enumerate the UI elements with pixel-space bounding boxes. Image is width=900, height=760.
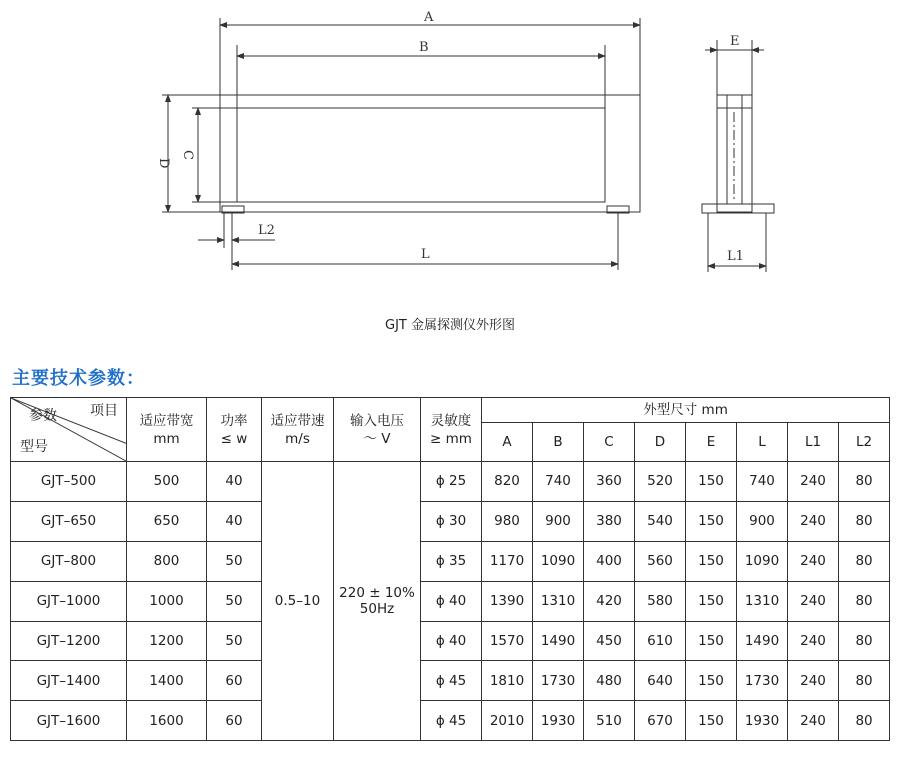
dimension-cell-l1: 240 [788,581,839,621]
header-dim-d: D [635,423,686,462]
dimension-cell-e: 150 [686,581,737,621]
dimension-cell-l: 1090 [737,541,788,581]
frequency-value: 50Hz [359,601,395,618]
dimension-cell-a: 1390 [482,581,533,621]
table-row [11,462,890,502]
sensitivity-cell: ϕ 40 [421,621,482,661]
belt-width-cell: 1400 [127,661,207,701]
table-row [11,501,890,541]
sensitivity-cell: ϕ 40 [421,581,482,621]
dimension-cell-l1: 240 [788,661,839,701]
spec-table [10,397,890,741]
dimension-cell-a: 1170 [482,541,533,581]
header-power [207,398,262,462]
header-sensitivity [421,398,482,462]
header-dim-a: A [482,423,533,462]
header-belt-width [127,398,207,462]
front-inner-window [237,108,605,202]
belt-width-cell: 1600 [127,701,207,741]
dim-label-l1: L1 [727,249,744,264]
power-cell: 50 [207,541,262,581]
header-input-voltage-label: 输入电压 [350,412,404,429]
table-row [11,621,890,661]
dimension-cell-e: 150 [686,462,737,502]
header-belt-width-unit: mm [153,430,180,447]
header-dim-b: B [533,423,584,462]
model-cell: GJT–1000 [11,581,127,621]
dimension-cell-a: 1570 [482,621,533,661]
table-row [11,701,890,741]
power-cell: 40 [207,501,262,541]
header-input-voltage-unit: ～ V [363,430,391,447]
header-dim-e: E [686,423,737,462]
dimension-cell-l: 900 [737,501,788,541]
dim-label-c: C [180,150,195,160]
dimension-cell-l: 1930 [737,701,788,741]
dimension-cell-l2: 80 [839,701,890,741]
dimension-cell-b: 740 [533,462,584,502]
dimension-cell-l1: 240 [788,701,839,741]
header-dim-l: L [737,423,788,462]
table-row [11,661,890,701]
belt-speed-cell: 0.5–10 [262,462,334,741]
belt-width-cell: 650 [127,501,207,541]
dimension-cell-d: 580 [635,581,686,621]
header-power-label: 功率 [220,412,248,429]
header-belt-speed-unit: m/s [285,430,310,447]
drawing-caption: GJT 金属探测仪外形图 [385,318,515,333]
table-row [11,581,890,621]
belt-width-cell: 500 [127,462,207,502]
corner-label-params: 参数 [29,408,57,424]
dimension-cell-b: 900 [533,501,584,541]
dimension-cell-b: 1310 [533,581,584,621]
dim-label-a: A [424,10,434,25]
header-sensitivity-unit: ≥ mm [430,430,472,447]
header-dim-l1: L1 [788,423,839,462]
sensitivity-cell: ϕ 45 [421,661,482,701]
dimension-cell-a: 2010 [482,701,533,741]
power-cell: 50 [207,621,262,661]
dimension-cell-l1: 240 [788,501,839,541]
dimension-cell-l: 1490 [737,621,788,661]
power-cell: 60 [207,661,262,701]
dimension-cell-l1: 240 [788,462,839,502]
header-power-unit: ≤ w [220,430,248,447]
section-title: 主要技术参数： [12,368,145,389]
header-input-voltage [334,398,421,462]
dim-label-e: E [730,34,740,49]
dimension-cell-e: 150 [686,701,737,741]
dimension-cell-l2: 80 [839,621,890,661]
voltage-cell [334,462,421,741]
model-cell: GJT–500 [11,462,127,502]
outline-drawing [0,0,900,300]
dimension-cell-l1: 240 [788,621,839,661]
header-dimensions-group: 外型尺寸 mm [482,398,890,423]
dim-label-b: B [419,40,429,55]
dimension-cell-a: 1810 [482,661,533,701]
dim-label-d: D [156,158,171,169]
dimension-cell-c: 360 [584,462,635,502]
model-cell: GJT–1600 [11,701,127,741]
dimension-cell-d: 560 [635,541,686,581]
dimension-cell-l1: 240 [788,541,839,581]
dimension-cell-e: 150 [686,661,737,701]
dimension-cell-c: 400 [584,541,635,581]
dimension-cell-c: 480 [584,661,635,701]
sensitivity-cell: ϕ 35 [421,541,482,581]
voltage-value: 220 ± 10% [339,585,415,602]
corner-label-model: 型号 [20,439,48,455]
header-belt-width-label: 适应带宽 [139,412,194,429]
dimension-cell-c: 420 [584,581,635,621]
model-cell: GJT–800 [11,541,127,581]
power-cell: 40 [207,462,262,502]
dimension-cell-l: 1310 [737,581,788,621]
dimension-cell-l: 1730 [737,661,788,701]
power-cell: 50 [207,581,262,621]
dimension-cell-a: 820 [482,462,533,502]
dimension-cell-d: 610 [635,621,686,661]
dimension-cell-e: 150 [686,501,737,541]
model-cell: GJT–1200 [11,621,127,661]
dim-label-l2: L2 [258,223,275,238]
header-belt-speed [262,398,334,462]
dimension-cell-l2: 80 [839,581,890,621]
dimension-cell-e: 150 [686,621,737,661]
belt-width-cell: 800 [127,541,207,581]
table-row [11,541,890,581]
belt-width-cell: 1000 [127,581,207,621]
header-sensitivity-label: 灵敏度 [430,412,472,429]
dimension-cell-b: 1490 [533,621,584,661]
corner-label-item: 项目 [90,403,118,419]
dimension-cell-b: 1730 [533,661,584,701]
dimension-cell-l: 740 [737,462,788,502]
model-cell: GJT–1400 [11,661,127,701]
sensitivity-cell: ϕ 45 [421,701,482,741]
model-cell: GJT–650 [11,501,127,541]
dimension-cell-d: 670 [635,701,686,741]
dimension-cell-d: 540 [635,501,686,541]
header-dim-l2: L2 [839,423,890,462]
front-outer-frame [220,95,640,212]
dimension-cell-b: 1090 [533,541,584,581]
dimension-cell-d: 520 [635,462,686,502]
corner-header-cell [11,398,127,462]
dimension-cell-d: 640 [635,661,686,701]
power-cell: 60 [207,701,262,741]
dimension-cell-c: 380 [584,501,635,541]
dimension-cell-b: 1930 [533,701,584,741]
sensitivity-cell: ϕ 30 [421,501,482,541]
dimension-cell-c: 510 [584,701,635,741]
dimension-cell-l2: 80 [839,501,890,541]
dimension-cell-l2: 80 [839,541,890,581]
dimension-cell-l2: 80 [839,462,890,502]
dimension-cell-e: 150 [686,541,737,581]
dimension-cell-c: 450 [584,621,635,661]
dim-label-l: L [421,247,430,262]
belt-width-cell: 1200 [127,621,207,661]
header-dim-c: C [584,423,635,462]
header-belt-speed-label: 适应带速 [270,412,325,429]
dimension-cell-l2: 80 [839,661,890,701]
sensitivity-cell: ϕ 25 [421,462,482,502]
dimension-cell-a: 980 [482,501,533,541]
